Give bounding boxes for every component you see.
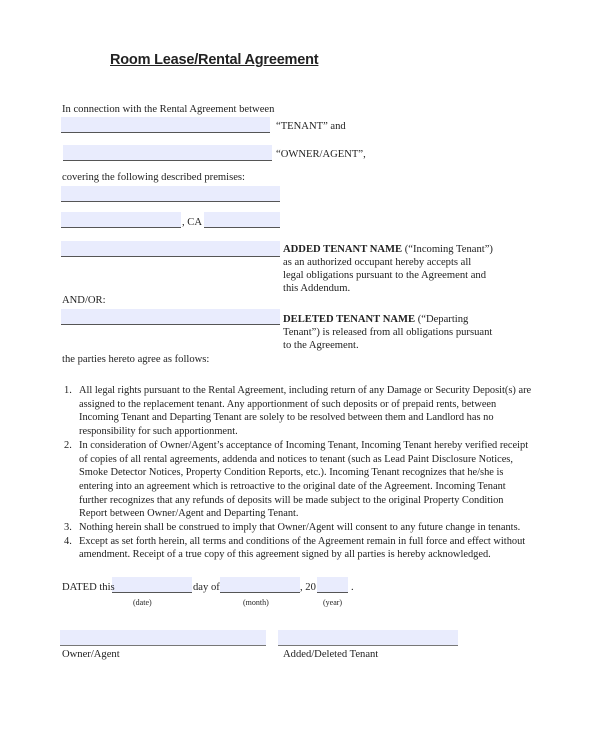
zip-field[interactable]: [204, 212, 280, 228]
intro-text: In connection with the Rental Agreement between: [62, 104, 275, 115]
month-hint: (month): [243, 598, 269, 607]
andor-label: AND/OR:: [62, 295, 106, 306]
date-year-field[interactable]: [317, 577, 348, 593]
date-month-field[interactable]: [220, 577, 300, 593]
tenant-name-field[interactable]: [61, 117, 270, 133]
deleted-tenant-heading: DELETED TENANT NAME: [283, 314, 416, 325]
tenant-signature-label: Added/Deleted Tenant: [283, 649, 379, 660]
deleted-tenant-text: DELETED TENANT NAME (“Departing Tenant”) is released from all obligations pursuant to the Agreement.: [283, 314, 493, 351]
owner-signature-field[interactable]: [60, 630, 266, 646]
date-hint: (date): [133, 598, 152, 607]
deleted-tenant-field[interactable]: [61, 309, 280, 325]
added-tenant-text: ADDED TENANT NAME (“Incoming Tenant”) as an authorized occupant hereby accepts all legal obligations pursuant to the Agreement and this Addendum.: [283, 244, 493, 294]
day-of-label: day of: [193, 582, 220, 593]
clause-item: 1. All legal rights pursuant to the Rental Agreement, including return of any Damage or Security Deposit(s) are assigned to the replacement tenant. Any apportionment of such deposits or of prepaid rents, between Incoming Tenant and Departing Tenant are solely to be resolved between them and Landlord has no responsibility for such apportionment.: [64, 385, 532, 438]
clauses-list: [62, 384, 532, 562]
clause-item: 4. Except as set forth herein, all terms and conditions of the Agreement remain in full force and effect without amendment. Receipt of a true copy of this agreement signed by all parties is hereby acknowledged.: [64, 535, 526, 561]
added-tenant-field[interactable]: [61, 241, 280, 257]
year-hint: (year): [323, 598, 343, 607]
tenant-signature-field[interactable]: [278, 630, 458, 646]
parties-text: the parties hereto agree as follows:: [62, 354, 210, 365]
owner-agent-label: “OWNER/AGENT”,: [276, 149, 366, 160]
twenty-label: , 20: [300, 582, 316, 593]
period: .: [351, 582, 354, 593]
clause-item: 2. In consideration of Owner/Agent’s acceptance of Incoming Tenant, Incoming Tenant hereby verified receipt of copies of all rental agreements, addenda and notices to tenant (such as Lead Paint Disclosure Notices, Smoke Detector Notices, Property Condition Reports, etc.). Incoming Tenant recognizes that he/she is entering into an agreement which is retroactive to the original date of the Agreement. Incoming Tenant further recognizes that any refunds of deposits will be made subject to the original Property Condition Report between Owner/Agent and Departing Tenant.: [64, 439, 529, 520]
clause-item: 3. Nothing herein shall be construed to imply that Owner/Agent will consent to any future change in tenants.: [64, 522, 521, 534]
state-label: , CA: [182, 217, 203, 228]
added-tenant-heading: ADDED TENANT NAME: [283, 244, 403, 255]
city-field[interactable]: [61, 212, 181, 228]
premises-label: covering the following described premises:: [62, 172, 245, 183]
dated-label: DATED this: [62, 582, 115, 593]
tenant-label: “TENANT” and: [276, 121, 346, 132]
document-title: Room Lease/Rental Agreement: [110, 52, 319, 68]
date-day-field[interactable]: [112, 577, 192, 593]
premises-address-field[interactable]: [61, 186, 280, 202]
owner-signature-label: Owner/Agent: [62, 649, 120, 660]
owner-agent-field[interactable]: [63, 145, 272, 161]
